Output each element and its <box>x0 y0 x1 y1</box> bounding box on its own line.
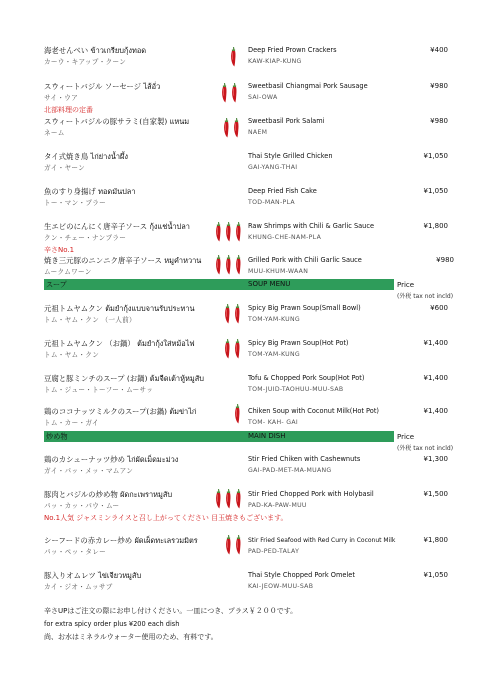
item-name-en: Spicy Big Prawn Soup(Hot Pot) <box>248 339 349 347</box>
chili-icon <box>230 83 239 103</box>
item-reading: パッ・ペッ・タレー <box>44 548 107 556</box>
item-price: ¥1,050 <box>423 571 448 579</box>
item-name-jp: 魚のすり身揚げ ทอดมันปลา <box>44 187 136 196</box>
chili-icon <box>233 304 242 324</box>
item-name-jp: 元祖トムヤムクン （お鍋） ต้มยำกุ้งใส่หม้อไฟ <box>44 339 195 348</box>
item-name-en: Tofu & Chopped Pork Soup(Hot Pot) <box>248 374 365 382</box>
item-romanized: GAI-PAD-MET-MA-MUANG <box>248 467 332 474</box>
item-romanized: TOM-YAM-KUNG <box>248 351 301 358</box>
item-price: ¥1,400 <box>423 339 448 347</box>
item-romanized: TOM- KAH- GAI <box>248 419 298 426</box>
chili-icon <box>222 118 231 138</box>
section-title-en: MAIN DISH <box>248 432 286 440</box>
chili-icon <box>223 339 232 359</box>
chili-icon <box>234 255 243 275</box>
item-reading: トム・ジュー・トーフー・ムーサッ <box>44 386 154 394</box>
item-price: ¥400 <box>430 46 448 54</box>
chili-icon <box>229 47 238 67</box>
chili-icon <box>214 489 223 509</box>
item-name-jp: 豚入りオムレツ ไข่เจียวหมูสับ <box>44 571 142 580</box>
chili-icon <box>232 118 241 138</box>
item-romanized: PAD-KA-PAW-MUU <box>248 502 307 509</box>
item-name-en: Raw Shrimps with Chili & Garlic Sauce <box>248 222 375 230</box>
item-romanized: KAW-KIAP-KUNG <box>248 58 302 65</box>
item-price: ¥600 <box>430 304 448 312</box>
item-price: ¥1,400 <box>423 374 448 382</box>
item-name-jp: 鶏のカシューナッツ炒め ไก่ผัดเม็ดมะม่วง <box>44 455 179 464</box>
footer-note-spicy-en: for extra spicy order plus ¥200 each dish <box>44 620 180 628</box>
section-title-jp: スープ <box>46 280 67 289</box>
item-name-jp: 元祖トムヤムクン ต้มยำกุ้งแบบจานรับประทาน <box>44 304 195 313</box>
item-price: ¥980 <box>430 82 448 90</box>
item-reading: ガイ・パッ・メッ・マムアン <box>44 467 134 475</box>
item-name-en: Spicy Big Prawn Soup(Small Bowl) <box>248 304 361 312</box>
chili-icon <box>224 489 233 509</box>
item-name-en: Chiken Soup with Coconut Milk(Hot Pot) <box>248 407 379 415</box>
item-name-jp: 豚肉とバジルの炒め物 ผัดกะเพราหมูสับ <box>44 490 173 499</box>
item-name-en: Sweetbasil Pork Salami <box>248 117 325 125</box>
item-reading: クン・チェー・ナンプラー <box>44 234 127 242</box>
item-romanized: KAI-JEOW-MUU-SAB <box>248 583 314 590</box>
item-price: ¥1,500 <box>423 490 448 498</box>
item-name-jp: 生エビのにんにく唐辛子ソース กุ้งแช่น้ำปลา <box>44 222 190 231</box>
item-reading: パッ・カッ・パウ・ムー <box>44 502 120 510</box>
item-price: ¥1,050 <box>423 152 448 160</box>
chili-icon <box>214 255 223 275</box>
item-reading: ネーム <box>44 129 65 137</box>
item-name-jp: 海老せんべい ข้าวเกรียบกุ้งทอด <box>44 46 147 55</box>
item-romanized: MUU-KHUM-WAAN <box>248 268 309 275</box>
chili-icon <box>233 339 242 359</box>
item-name-en: Grilled Pork with Chili Garlic Sauce <box>248 256 362 264</box>
item-name-jp: 鶏のココナッツミルクのスープ(お鍋) ต้มข่าไก่ <box>44 407 197 416</box>
item-romanized: GAI-YANG-THAI <box>248 164 298 171</box>
chili-icon <box>233 404 242 424</box>
tax-note: (外税 tax not incld) <box>397 445 454 452</box>
item-price: ¥1,050 <box>423 187 448 195</box>
chili-icon <box>224 535 233 555</box>
item-romanized: TOM-YAM-KUNG <box>248 316 301 323</box>
note-spiciest: 辛さNo.1 <box>44 246 75 254</box>
section-title-jp: 炒め物 <box>46 432 68 441</box>
item-price: ¥980 <box>430 117 448 125</box>
item-romanized: NAEM <box>248 129 268 136</box>
footer-note-spicy-jp: 辛さUPはご注文の際にお申し付けください。一皿につき、プラス￥２００です。 <box>44 607 298 615</box>
item-name-jp: タイ式焼き鳥 ไก่ย่างน้ำผึ้ง <box>44 152 128 161</box>
item-price: ¥1,800 <box>423 222 448 230</box>
section-header-main <box>44 431 394 442</box>
chili-icon <box>214 222 223 242</box>
chili-icon <box>234 489 243 509</box>
item-name-en: Sweetbasil Chiangmai Pork Sausage <box>248 82 368 90</box>
item-reading: トー・マン・プラー <box>44 199 107 207</box>
item-name-en: Thai Style Grilled Chicken <box>248 152 333 160</box>
item-name-en: Thai Style Chopped Pork Omelet <box>248 571 355 579</box>
item-name-en: Stir Fried Seafood with Red Curry in Coconut Milk <box>248 537 396 544</box>
item-romanized: SAI-OWA <box>248 94 278 101</box>
item-price: ¥1,300 <box>423 455 448 463</box>
item-reading: トム・カー・ガイ <box>44 419 99 427</box>
note-northern-classic: 北部料理の定番 <box>44 106 93 114</box>
item-price: ¥1,800 <box>423 536 448 544</box>
item-reading: カイ・ジオ・ムッサブ <box>44 583 113 591</box>
item-price: ¥980 <box>436 256 454 264</box>
chili-icon <box>220 83 229 103</box>
item-name-en: Stir Fried Chiken with Cashewnuts <box>248 455 361 463</box>
item-name-en: Deep Fried Prown Crackers <box>248 46 337 54</box>
section-title-en: SOUP MENU <box>248 280 291 288</box>
item-reading: サイ・ウア <box>44 94 79 102</box>
price-header: Price <box>397 281 415 289</box>
item-reading: トム・ヤム・クン （一人前） <box>44 316 136 324</box>
item-reading: ガイ・ヤーン <box>44 164 86 172</box>
chili-icon <box>234 535 243 555</box>
item-romanized: PAD-PED-TALAY <box>248 548 300 555</box>
note-most-popular: No.1人気 ジャスミンライスと召し上がってください 目玉焼きもございます。 <box>44 514 288 522</box>
item-romanized: TOD-MAN-PLA <box>248 199 295 206</box>
item-reading: カーウ・キアップ・クーン <box>44 58 127 66</box>
item-romanized: KHUNG-CHE-NAM-PLA <box>248 234 322 241</box>
item-price: ¥1,400 <box>423 407 448 415</box>
item-reading: トム・ヤム・クン <box>44 351 100 359</box>
chili-icon <box>224 255 233 275</box>
chili-icon <box>224 222 233 242</box>
price-header: Price <box>397 433 415 441</box>
item-name-jp: 焼き三元豚のニンニク唐辛子ソース หมูคำหวาน <box>44 256 202 265</box>
item-name-en: Deep Fried Fish Cake <box>248 187 317 195</box>
item-name-jp: 豆腐と豚ミンチのスープ (お鍋) ต้มจืดเต้าหู้หมูสับ <box>44 374 204 383</box>
footer-note-water: 尚、お水はミネラルウォーター使用のため、有料です。 <box>44 633 218 641</box>
item-name-jp: スウィートバジルの豚サラミ(自家製) แหนม <box>44 117 190 126</box>
section-header-soup <box>44 279 394 290</box>
item-romanized: TOM-JUID-TAOHUU-MUU-SAB <box>248 386 344 393</box>
chili-icon <box>234 222 243 242</box>
item-name-en: Stir Fried Chopped Pork with Holybasil <box>248 490 374 498</box>
item-name-jp: スウィートバジル ソーセージ ไส้อั่ว <box>44 82 161 91</box>
chili-icon <box>223 304 232 324</box>
item-reading: ムークムワーン <box>44 268 92 276</box>
item-name-jp: シーフードの赤カレー炒め ผัดเผ็ดทะเลรวมมิตร <box>44 536 198 545</box>
tax-note: (外税 tax not incld) <box>397 293 454 300</box>
